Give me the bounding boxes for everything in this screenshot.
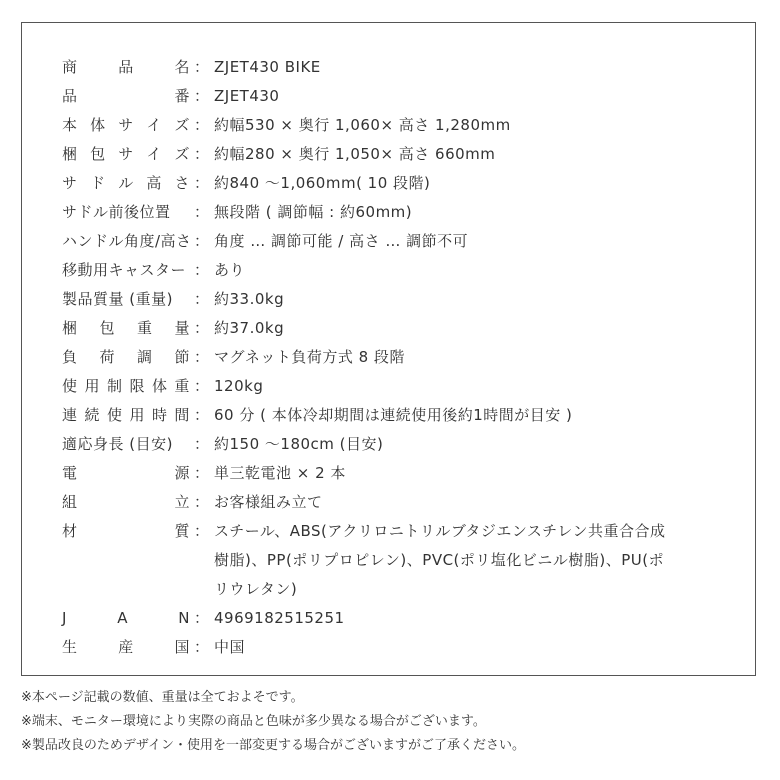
spec-value: [214, 228, 468, 257]
spec-value: [214, 518, 665, 605]
spec-label: 材 質: [62, 522, 190, 540]
spec-colon: ：: [194, 58, 210, 76]
spec-label: サドル前後位置: [62, 203, 171, 221]
spec-value-line: マグネット負荷方式 8 段階: [214, 348, 405, 366]
spec-value: [214, 141, 495, 170]
spec-label: 梱 包 サ イ ズ: [62, 145, 190, 163]
spec-label: 本 体 サ イ ズ: [62, 116, 190, 134]
spec-value-line: 4969182515251: [214, 609, 345, 627]
spec-colon: ：: [194, 638, 210, 656]
spec-value: [214, 489, 323, 518]
spec-label: ハンドル角度/高さ: [62, 232, 192, 250]
note-line: ※本ページ記載の数値、重量は全ておよそです。: [21, 690, 304, 705]
spec-value: [214, 431, 383, 460]
spec-label: 梱 包 重 量: [62, 319, 190, 337]
spec-colon: ：: [194, 290, 210, 308]
spec-value: [214, 54, 321, 83]
spec-label: 生 産 国: [62, 638, 190, 656]
spec-label: 連 続 使 用 時 間: [62, 406, 190, 424]
spec-value: [214, 460, 346, 489]
spec-value-line: お客様組み立て: [214, 493, 323, 511]
spec-value-line: スチール、ABS(アクリロニトリルブタジエンスチレン共重合合成: [214, 522, 666, 540]
spec-colon: ：: [194, 232, 210, 250]
spec-colon: ：: [194, 261, 210, 279]
spec-value-line: 樹脂)、PP(ポリプロピレン)、PVC(ポリ塩化ビニル樹脂)、PU(ポ: [214, 551, 665, 569]
spec-value-line: 約33.0kg: [214, 290, 285, 308]
spec-value: [214, 199, 412, 228]
spec-colon: ：: [194, 435, 210, 453]
spec-label: J A N: [62, 609, 190, 627]
spec-table: [21, 22, 756, 676]
spec-label: 適応身長 (目安): [62, 435, 173, 453]
spec-label: 使 用 制 限 体 重: [62, 377, 190, 395]
spec-label: 品 番: [62, 87, 190, 105]
notes: [21, 686, 525, 758]
spec-colon: ：: [194, 319, 210, 337]
spec-value-line: 約幅280 × 奥行 1,050× 高さ 660mm: [214, 145, 496, 163]
spec-value-line: ZJET430: [214, 87, 280, 105]
spec-value: [214, 112, 511, 141]
spec-label: 商 品 名: [62, 58, 190, 76]
spec-colon: ：: [194, 522, 210, 540]
spec-colon: ：: [194, 145, 210, 163]
spec-value: [214, 315, 284, 344]
spec-colon: ：: [194, 493, 210, 511]
spec-value-line: 60 分 ( 本体冷却期間は連続使用後約1時間が目安 ): [214, 406, 573, 424]
spec-colon: ：: [194, 116, 210, 134]
spec-value-line: 単三乾電池 × 2 本: [214, 464, 346, 482]
spec-value-line: 角度 … 調節可能 / 高さ … 調節不可: [214, 232, 469, 250]
spec-label: 組 立: [62, 493, 190, 511]
spec-value-line: 約幅530 × 奥行 1,060× 高さ 1,280mm: [214, 116, 511, 134]
spec-label: 移動用キャスター: [62, 261, 187, 279]
spec-value-line: リウレタン): [214, 580, 298, 598]
spec-colon: ：: [194, 174, 210, 192]
spec-value-line: 約840 ～1,060mm( 10 段階): [214, 174, 431, 192]
spec-value-line: あり: [214, 261, 246, 279]
spec-colon: ：: [194, 609, 210, 627]
spec-value: [214, 257, 245, 286]
note-line: ※端末、モニター環境により実際の商品と色味が多少異なる場合がございます。: [21, 714, 486, 729]
spec-label: 負 荷 調 節: [62, 348, 190, 366]
spec-value: [214, 402, 572, 431]
spec-colon: ：: [194, 203, 210, 221]
spec-value: [214, 605, 345, 634]
spec-value-line: 無段階 ( 調節幅 : 約60mm): [214, 203, 413, 221]
spec-value-line: 約150 ～180cm (目安): [214, 435, 384, 453]
spec-value: [214, 373, 263, 402]
spec-label: 電 源: [62, 464, 190, 482]
spec-colon: ：: [194, 377, 210, 395]
spec-value: [214, 344, 405, 373]
spec-value: [214, 634, 245, 663]
note-line: ※製品改良のためデザイン・使用を一部変更する場合がございますがご了承ください。: [21, 738, 525, 753]
spec-value-line: 中国: [214, 638, 246, 656]
spec-label: 製品質量 (重量): [62, 290, 173, 308]
spec-value: [214, 83, 279, 112]
spec-colon: ：: [194, 348, 210, 366]
spec-value-line: ZJET430 BIKE: [214, 58, 321, 76]
spec-value-line: 120kg: [214, 377, 264, 395]
spec-value: [214, 286, 284, 315]
spec-colon: ：: [194, 87, 210, 105]
spec-value-line: 約37.0kg: [214, 319, 285, 337]
spec-value: [214, 170, 430, 199]
spec-colon: ：: [194, 406, 210, 424]
spec-label: サ ド ル 高 さ: [62, 174, 190, 192]
spec-colon: ：: [194, 464, 210, 482]
